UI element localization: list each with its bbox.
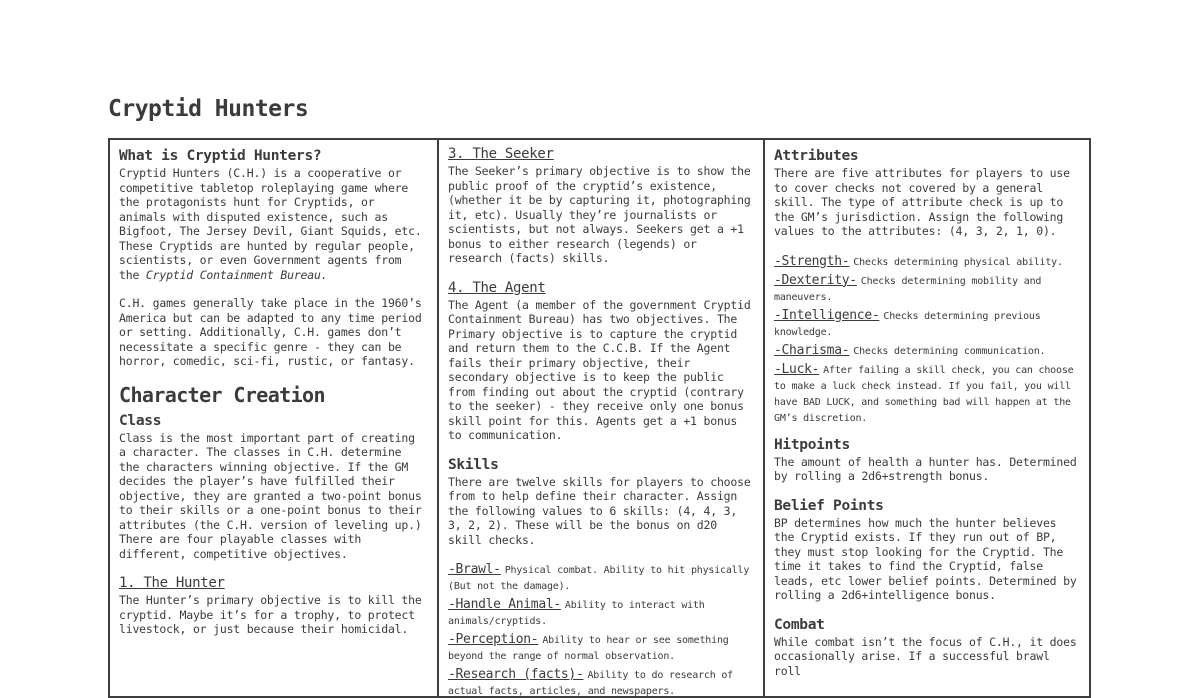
hunter-class-heading: 1. The Hunter — [119, 575, 225, 591]
what-is-heading: What is Cryptid Hunters? — [119, 148, 322, 164]
attribute-entry-charisma — [774, 342, 1080, 358]
attribute-entry-intelligence — [774, 307, 1080, 339]
seeker-paragraph: The Seeker’s primary objective is to show the public proof of the cryptid’s existence, (whether it be by capturing it, photographing it, etc). Usually they’re journalists or scientists, but not always. Seekers get a +1 bonus to either research (legends) or research (facts) skills. — [448, 164, 751, 265]
skill-entry-handle-animal — [448, 596, 754, 628]
agent-class-heading: 4. The Agent — [448, 279, 546, 296]
column-classes-skills — [439, 140, 765, 696]
attributes-paragraph: There are five attributes for players to use to cover checks not covered by a general skill. The type of attribute check is up to the GM’s jurisdiction. Assign the following values to the attributes: (4, 3, 2, 1, 0). — [774, 166, 1070, 238]
class-paragraph: Class is the most important part of creating a character. The classes in C.H. determine the characters winning objective. If the GM decides the player’s have fulfilled their objective, they are granted a two-point bonus to their skills or a one-point bonus to their attributes (the C.H. version of leveling up.) There are four playable classes with different, competitive objectives. — [119, 430, 422, 561]
attribute-name: -Luck- — [774, 361, 820, 377]
attributes-section-heading: Attributes — [774, 148, 859, 164]
skill-entry-brawl — [448, 561, 754, 593]
agent-paragraph: The Agent (a member of the government Cryptid Containment Bureau) has two objectives. The Primary objective is to capture the cryptid and return them to the C.C.B. If the Agent fails their primary objective, their secondary objective is to keep the public from finding out about the cryptid (contrary to the seeker) - they receive only one bonus skill point for this. Agents get a +1 bonus to communication. — [448, 297, 751, 442]
attributes-list — [774, 253, 1080, 425]
column-attributes-stats — [765, 140, 1089, 696]
combat-paragraph: While combat isn’t the focus of C.H., it does occasionally arise. If a successful brawl roll — [774, 634, 1077, 678]
skill-name: -Perception- — [448, 632, 539, 647]
what-is-text: Cryptid Hunters (C.H.) is a cooperative or competitive tabletop roleplaying game where the protagonists hunt for Cryptids, or animals with disputed existence, such as Bigfoot, The Jersey Devil, Giant Squids, etc. These Cryptids are hunted by regular people, scientists, or even Government agents from the — [119, 166, 422, 282]
skill-description: Ability to interact with animals/cryptids. — [448, 600, 705, 627]
skill-name: -Research (facts)- — [448, 667, 584, 682]
bureau-italic-text: Cryptid Containment Bureau. — [145, 267, 328, 282]
skill-description: Ability to hear or see something beyond the range of normal observation. — [448, 635, 729, 662]
what-is-paragraph — [119, 166, 428, 282]
skill-name: -Brawl- — [448, 562, 501, 577]
attribute-entry-dexterity — [774, 272, 1080, 304]
rules-table — [108, 138, 1091, 698]
class-section-heading: Class — [119, 412, 162, 429]
attribute-description: Checks determining physical ability. — [853, 256, 1063, 268]
skill-entry-research-facts — [448, 666, 754, 696]
attribute-name: -Dexterity- — [774, 272, 857, 288]
column-overview — [110, 140, 439, 696]
setting-paragraph: C.H. games generally take place in the 1960’s America but can be adapted to any time period or setting. Additionally, C.H. games don’t necessitate a specific genre - they can be horror, comedic, sci-fi, rustic, or fantasy. — [119, 296, 422, 368]
skills-section-heading: Skills — [448, 456, 499, 473]
skill-entry-perception — [448, 631, 754, 663]
belief-points-paragraph: BP determines how much the hunter believes the Cryptid exists. If they run out of BP, they must stop looking for the Cryptid. The time it takes to find the Cryptid, false leads, etc lower belief points. Determined by rolling a 2d6+intelligence bonus. — [774, 515, 1077, 602]
hunter-paragraph: The Hunter’s primary objective is to kill the cryptid. Maybe it’s for a trophy, to protect livestock, or just because their homicidal. — [119, 593, 422, 636]
attribute-description: Checks determining communication. — [853, 345, 1046, 357]
attribute-name: -Charisma- — [774, 342, 850, 358]
attribute-entry-luck — [774, 361, 1080, 425]
attribute-description: After failing a skill check, you can choose to make a luck check instead. If you fail, you will have BAD LUCK, and something bad will happen at the GM’s discretion. — [774, 364, 1074, 424]
attribute-name: -Strength- — [774, 253, 850, 269]
attribute-name: -Intelligence- — [774, 307, 880, 323]
belief-points-section-heading: Belief Points — [774, 497, 884, 514]
hitpoints-paragraph: The amount of health a hunter has. Determined by rolling a 2d6+strength bonus. — [774, 454, 1077, 483]
seeker-class-heading: 3. The Seeker — [448, 146, 554, 162]
skills-paragraph: There are twelve skills for players to choose from to help define their character. Assign the following values to 6 skills: (4, 4, 3, 3, 2, 2). These will be the bonus on d20 skill checks. — [448, 474, 751, 547]
page-title: Cryptid Hunters — [108, 96, 309, 122]
skill-description: Ability to do research of actual facts, articles, and newspapers. — [448, 670, 733, 696]
skill-description: Physical combat. Ability to hit physically (But not the damage). — [448, 565, 750, 592]
attribute-entry-strength — [774, 253, 1080, 269]
skill-name: -Handle Animal- — [448, 597, 561, 612]
character-creation-heading: Character Creation — [119, 382, 325, 407]
combat-section-heading: Combat — [774, 616, 825, 633]
attribute-description: Checks determining mobility and maneuvers. — [774, 275, 1042, 303]
skills-list — [448, 561, 754, 696]
hitpoints-section-heading: Hitpoints — [774, 436, 850, 453]
attribute-description: Checks determining previous knowledge. — [774, 310, 1041, 338]
